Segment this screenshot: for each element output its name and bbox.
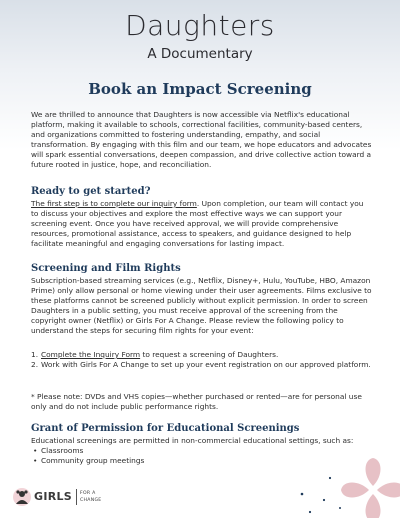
rights-heading: Screening and Film Rights: [31, 263, 181, 274]
bullet-icon: •: [33, 456, 38, 466]
list-item: [31, 350, 373, 360]
rights-steps: [31, 350, 373, 370]
section-heading-main: Book an Impact Screening: [88, 80, 312, 98]
grant-heading: Grant of Permission for Educational Screenings: [31, 423, 300, 434]
grant-bullets: [31, 446, 373, 466]
decorative-flower-icon: [338, 455, 400, 518]
list-number: 2.: [31, 360, 39, 370]
ready-paragraph: [31, 199, 373, 249]
logo-main-text: GIRLS: [34, 490, 73, 503]
logo-small-line-2: CHANGE: [80, 498, 102, 503]
list-item: [31, 456, 373, 466]
bullet-icon: •: [33, 446, 38, 455]
rights-note: * Please note: DVDs and VHS copies—whether purchased or rented—are for personal use only and do not include public performance rights.: [31, 392, 362, 412]
list-item: [31, 446, 373, 456]
inquiry-form-link[interactable]: The first step is to complete our inquiry form: [31, 199, 197, 208]
bullet-text: Community group meetings: [41, 456, 145, 466]
step-text: Work with Girls For A Change to set up your event registration on our approved platform.: [41, 360, 371, 370]
page-title: Daughters: [125, 9, 275, 42]
intro-paragraph: We are thrilled to announce that Daughters is now accessible via Netflix's educational platform, making it available to schools, correctional facilities, community-based centers, and organizations committed to fostering understanding, empathy, and social transformation. By engaging with this film and our team, we hope educators and advocates will spark essential conversations, deepen compassion, and drive collective action toward a future rooted in justice, hope, and reconciliation.: [31, 110, 372, 170]
ready-heading: Ready to get started?: [31, 186, 151, 197]
grant-paragraph: Educational screenings are permitted in non-commercial educational settings, such as:: [31, 436, 354, 445]
complete-inquiry-form-link[interactable]: Complete the Inquiry Form: [41, 350, 141, 359]
page-subtitle: A Documentary: [147, 46, 253, 62]
logo-mark-icon: [12, 487, 32, 507]
list-number: 1.: [31, 350, 39, 359]
list-item: [31, 360, 373, 370]
step-text: to request a screening of Daughters.: [140, 350, 279, 359]
rights-paragraph: Subscription-based streaming services (e.g., Netflix, Disney+, Hulu, YouTube, HBO, Amazon Prime) only allow personal or home viewing under their user agreements. Films exclusive to these platforms cannot be screened publicly without explicit permission. In order to screen Daughters in a public setting, you must receive approval of the screening from the copyright owner (Netflix) or Girls For A Change. Please review the following policy to understand the steps for securing film rights for your event:: [31, 276, 372, 336]
logo-divider: [76, 489, 77, 505]
logo-small-line-1: FOR A: [80, 491, 96, 496]
girls-for-a-change-logo: [12, 486, 122, 508]
ready-text: . Upon completion, our team will contact you to discuss your objectives and explore the most effective ways we can support your screening event. Once you have received approval, we will provide comprehensive resources, promotional assistance, access to speakers, and guidance designed to help facilitate meaningful and engaging conversations for lasting impact.: [31, 199, 364, 249]
bullet-text: Classrooms: [41, 446, 84, 455]
